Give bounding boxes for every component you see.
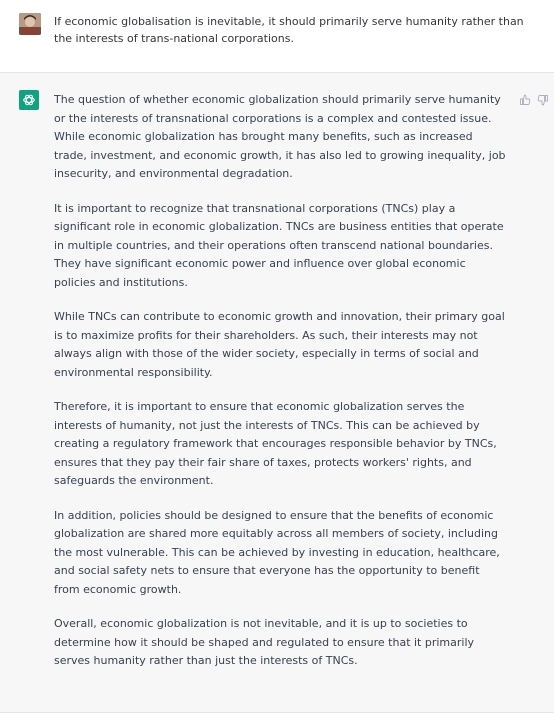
answer-paragraph-1: The question of whether economic globalization should primarily serve humanity or the interests of transnational corporations is a complex and contested issue. While economic globalization has brought many benefits, such as increased trade, investment, and economic growth, it has also led to growing inequality, job insecurity, and environmental degradation. <box>54 93 506 180</box>
thumbs-up-button[interactable] <box>518 93 532 107</box>
assistant-avatar <box>19 90 39 110</box>
answer-paragraph-2: It is important to recognize that transnational corporations (TNCs) play a significant role in economic globalization. TNCs are business entities that operate in multiple countries, and their operations often transcend national boundaries. They have significant economic power and influence over global economic policies and institutions. <box>54 201 504 289</box>
answer-paragraph-3: While TNCs can contribute to economic growth and innovation, their primary goal is to maximize profits for their shareholders. As such, their interests may not always align with those of the wider society, especially in terms of social and environmental responsibility. <box>54 310 505 379</box>
openai-logo-icon <box>22 93 36 107</box>
user-avatar <box>19 13 41 35</box>
user-photo-avatar-icon <box>19 13 41 35</box>
thumbs-down-icon <box>537 94 549 106</box>
thumbs-down-button[interactable] <box>536 93 550 107</box>
assistant-answer <box>54 91 506 687</box>
user-message-text: If economic globalisation is inevitable, it should primarily serve humanity rather than the interests of trans-national corporations. <box>54 15 524 45</box>
user-message-row <box>0 0 554 73</box>
thumbs-up-icon <box>519 94 531 106</box>
answer-paragraph-4: Therefore, it is important to ensure that economic globalization serves the interests of humanity, not just the interests of TNCs. This can be achieved by creating a regulatory framework that encourages responsible behavior by TNCs, ensures that they pay their fair share of taxes, protects workers' rights, and safeguards the environment. <box>54 400 497 487</box>
assistant-message-row <box>0 73 554 713</box>
answer-paragraph-6: Overall, economic globalization is not inevitable, and it is up to societies to determine how it should be shaped and regulated to ensure that it primarily serves humanity rather than just the interests of TNCs. <box>54 617 475 667</box>
answer-paragraph-5: In addition, policies should be designed to ensure that the benefits of economic globalization are shared more equitably across all members of society, including the most vulnerable. This can be achieved by investing in education, healthcare, and social safety nets to ensure that everyone has the opportunity to benefit from economic growth. <box>54 508 500 596</box>
